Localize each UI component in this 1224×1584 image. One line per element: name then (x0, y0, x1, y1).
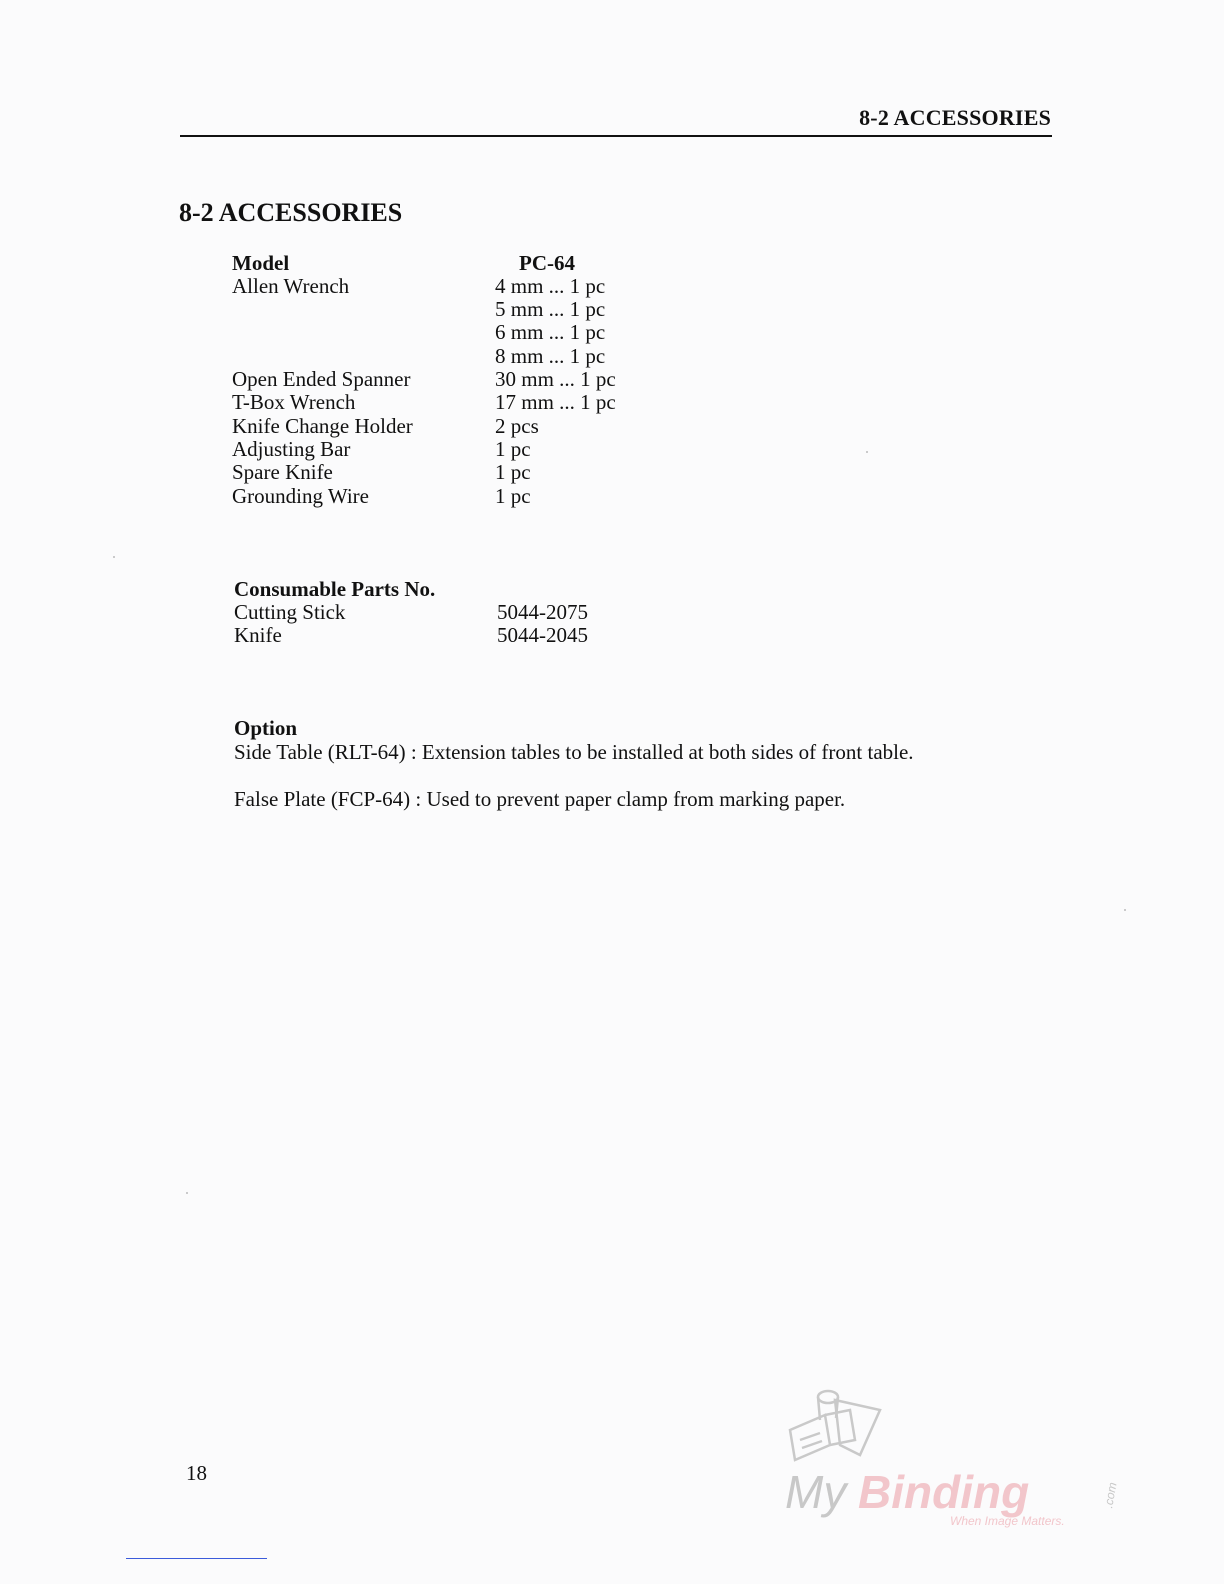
footer-rule (126, 1558, 267, 1559)
logo-wordmark-binding: Binding (858, 1466, 1030, 1518)
section-title: 8-2 ACCESSORIES (179, 198, 403, 227)
accessory-quantity: 17 mm ... 1 pc (495, 390, 616, 414)
option-line: Side Table (RLT-64) : Extension tables to be installed at both sides of front table. (234, 740, 914, 764)
accessory-quantity: 30 mm ... 1 pc (495, 367, 616, 391)
mybinding-logo (780, 1385, 1130, 1535)
page-number: 18 (186, 1461, 207, 1485)
accessory-name: Knife Change Holder (232, 414, 413, 438)
running-header: 8-2 ACCESSORIES (859, 105, 1051, 130)
accessory-name: Grounding Wire (232, 484, 369, 508)
model-header-label: Model (232, 251, 290, 275)
option-line: False Plate (FCP-64) : Used to prevent paper clamp from marking paper. (234, 787, 846, 811)
accessory-quantity: 2 pcs (495, 414, 539, 438)
accessory-quantity: 4 mm ... 1 pc (495, 274, 606, 298)
scan-speck (113, 556, 115, 558)
accessory-name: Spare Knife (232, 460, 333, 484)
model-header-value: PC-64 (519, 251, 575, 275)
scan-speck (866, 451, 868, 453)
binding-machine-icon (790, 1391, 880, 1460)
logo-wordmark-my: My (785, 1466, 847, 1518)
accessory-quantity: 1 pc (495, 484, 531, 508)
accessory-quantity: 1 pc (495, 460, 531, 484)
part-name: Knife (234, 623, 282, 647)
logo-suffix: .com (1101, 1481, 1120, 1510)
header-rule (180, 135, 1052, 137)
accessory-quantity: 1 pc (495, 437, 531, 461)
accessory-quantity: 5 mm ... 1 pc (495, 297, 606, 321)
accessory-name: Adjusting Bar (232, 437, 351, 461)
consumables-heading: Consumable Parts No. (234, 577, 436, 601)
accessory-name: Open Ended Spanner (232, 367, 411, 391)
scan-speck (1124, 909, 1126, 911)
accessory-name: Allen Wrench (232, 274, 350, 298)
accessory-quantity: 6 mm ... 1 pc (495, 320, 606, 344)
accessory-quantity: 8 mm ... 1 pc (495, 344, 606, 368)
accessory-name: T-Box Wrench (232, 390, 356, 414)
logo-tagline: When Image Matters. (950, 1514, 1065, 1528)
part-name: Cutting Stick (234, 600, 346, 624)
part-number: 5044-2045 (497, 623, 588, 647)
scan-speck (186, 1192, 188, 1194)
part-number: 5044-2075 (497, 600, 588, 624)
option-heading: Option (234, 716, 298, 740)
